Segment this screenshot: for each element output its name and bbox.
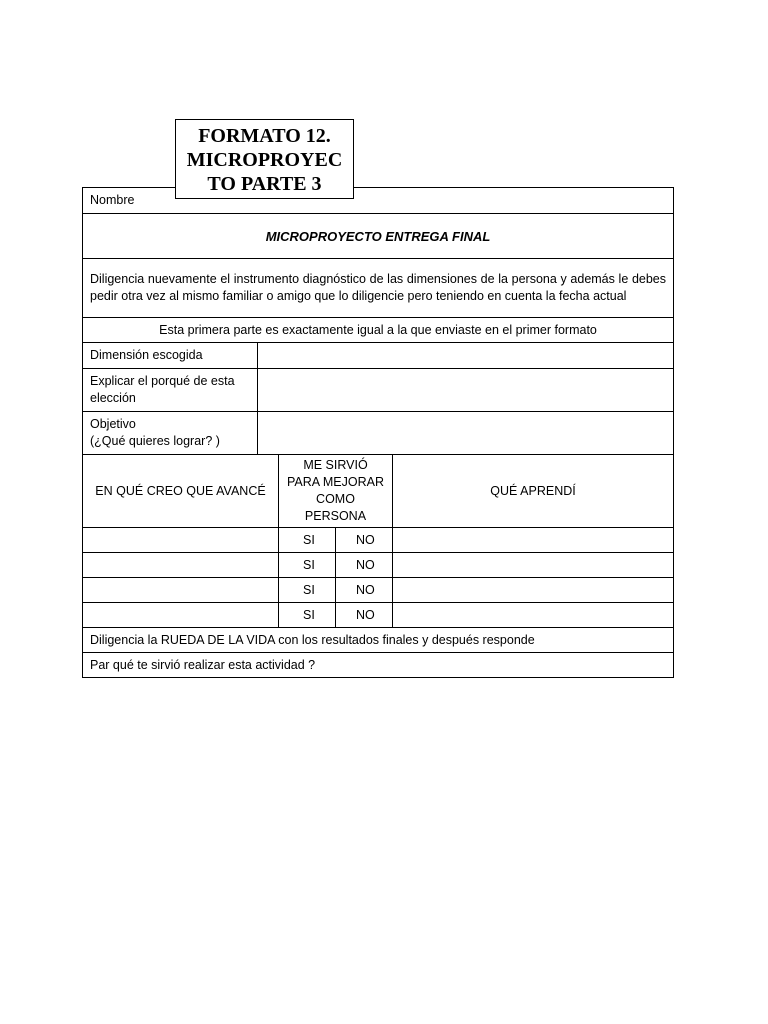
header-sirvio: ME SIRVIÓ PARA MEJORAR COMO PERSONA <box>279 455 393 528</box>
title-line-2: MICROPROYEC <box>186 149 343 171</box>
par-row <box>83 653 674 678</box>
objetivo-sublabel: (¿Qué quieres lograr? ) <box>90 434 220 448</box>
explicar-row <box>83 369 674 412</box>
si-option[interactable]: SI <box>279 528 336 553</box>
si-option[interactable]: SI <box>279 553 336 578</box>
evaluation-row <box>83 603 674 628</box>
no-option[interactable]: NO <box>336 528 393 553</box>
microproyecto-form <box>82 187 674 678</box>
no-option[interactable]: NO <box>336 553 393 578</box>
par-question[interactable]: Par qué te sirvió realizar esta actividad ? <box>83 653 674 678</box>
explicar-label: Explicar el porqué de esta elección <box>83 369 258 412</box>
avance-input-cell[interactable] <box>83 603 279 628</box>
aprendi-input-cell[interactable] <box>393 603 674 628</box>
objetivo-row <box>83 412 674 455</box>
explicar-input-cell[interactable] <box>258 369 674 412</box>
avance-input-cell[interactable] <box>83 578 279 603</box>
evaluation-header-row <box>83 455 674 528</box>
si-option[interactable]: SI <box>279 603 336 628</box>
title-line-3: TO PARTE 3 <box>207 173 322 195</box>
dimension-row <box>83 343 674 369</box>
dimension-input-cell[interactable] <box>258 343 674 369</box>
aprendi-input-cell[interactable] <box>393 528 674 553</box>
entrega-title: MICROPROYECTO ENTREGA FINAL <box>265 228 491 244</box>
primera-parte-row <box>83 318 674 343</box>
diligencia-row <box>83 259 674 318</box>
avance-input-cell[interactable] <box>83 553 279 578</box>
avance-input-cell[interactable] <box>83 528 279 553</box>
aprendi-input-cell[interactable] <box>393 578 674 603</box>
rueda-instructions: Diligencia la RUEDA DE LA VIDA con los resultados finales y después responde <box>83 628 674 653</box>
header-aprendi: QUÉ APRENDÍ <box>393 455 674 528</box>
entrega-title-cell <box>83 214 674 259</box>
title-line-1: FORMATO 12. <box>198 125 331 147</box>
diligencia-instructions: Diligencia nuevamente el instrumento diagnóstico de las dimensiones de la persona y además le debes pedir otra vez al mismo familiar o amigo que lo diligencie pero teniendo en cuenta la fecha actual <box>83 259 674 318</box>
nombre-cell[interactable] <box>83 188 674 214</box>
rueda-row <box>83 628 674 653</box>
objetivo-input-cell[interactable] <box>258 412 674 455</box>
si-option[interactable]: SI <box>279 578 336 603</box>
objetivo-label: Objetivo <box>90 417 136 431</box>
primera-parte-note: Esta primera parte es exactamente igual a la que enviaste en el primer formato <box>83 318 674 343</box>
objetivo-label-cell <box>83 412 258 455</box>
header-avance: EN QUÉ CREO QUE AVANCÉ <box>83 455 279 528</box>
nombre-row <box>83 188 674 214</box>
aprendi-input-cell[interactable] <box>393 553 674 578</box>
evaluation-row <box>83 553 674 578</box>
dimension-label: Dimensión escogida <box>83 343 258 369</box>
no-option[interactable]: NO <box>336 578 393 603</box>
evaluation-row <box>83 528 674 553</box>
evaluation-row <box>83 578 674 603</box>
entrega-row <box>83 214 674 259</box>
nombre-label: Nombre <box>90 193 135 207</box>
format-title-box <box>175 119 354 199</box>
no-option[interactable]: NO <box>336 603 393 628</box>
